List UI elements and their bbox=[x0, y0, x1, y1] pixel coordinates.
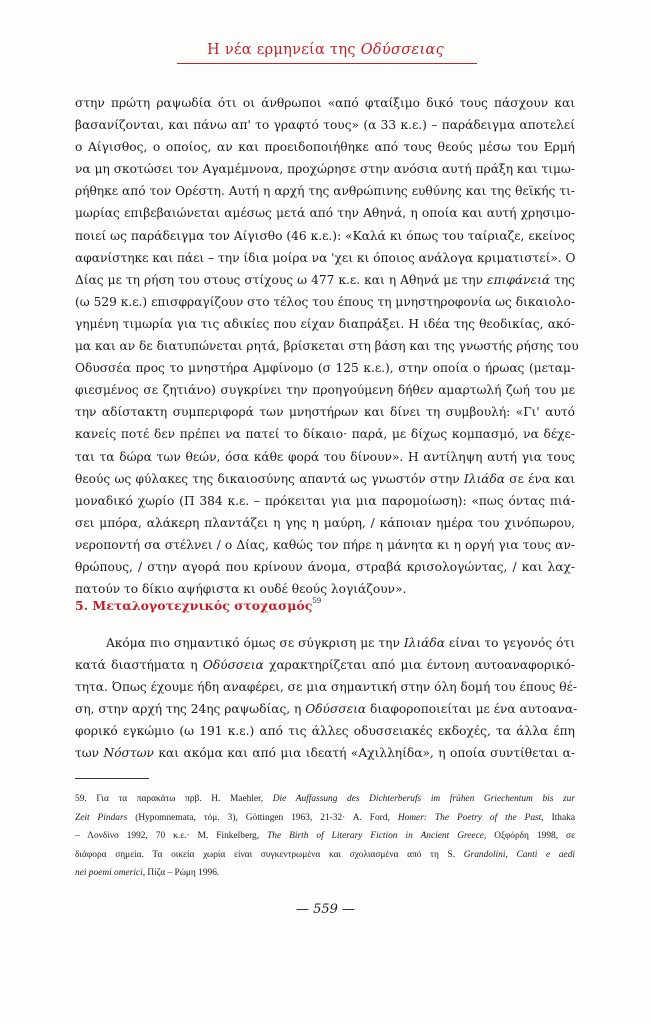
footnote-italic: Zeit Pindars bbox=[75, 812, 128, 823]
body-line bbox=[75, 654, 575, 676]
footnote-text: – Λονδίνο 1992, 70 κ.ε.· M. Finkelberg, bbox=[75, 831, 268, 841]
body-line-text: θεούς ως φύλακες της δικαιοσύνης απαντά ως γνωστόν στην bbox=[75, 471, 464, 486]
body-line: βασανίζονται, και πάνω απ' το γραφτό τους» (α 33 κ.ε.) – παράδειγμα αποτελεί bbox=[75, 118, 575, 133]
italic-word: επιφάνειά bbox=[487, 272, 551, 287]
footnote-text: , Πίζα – Ρώμη 1996. bbox=[142, 868, 220, 878]
footnote-ref: 59 bbox=[312, 597, 322, 605]
footnote-text: διάφορα σημεία. Τα οικεία χωρία είναι συγκεντρωμένα και σχολιασμένα από τη S. bbox=[75, 849, 464, 860]
body-line: (ω 529 κ.ε.) επισφραγίζουν στο τέλος του έπους τη μνηστηροφονία ως δικαιολο- bbox=[75, 294, 575, 309]
section-heading bbox=[75, 597, 321, 613]
footnote-line bbox=[75, 846, 575, 865]
body-line-text: Δίας με τη ρήση του στους στίχους ω 477 κ.ε. και η Αθηνά με την bbox=[75, 272, 488, 287]
footnote-text: (Hypomnemata, τόμ. 3), Göttingen 1963, 21-32· A. Ford, bbox=[127, 812, 398, 823]
body-line bbox=[75, 742, 575, 764]
body-line bbox=[75, 468, 575, 490]
body-line: να μη σκοτώσει τον Αγαμέμνονα, προχώρησε στην ανόσια αυτή πράξη και τιμω- bbox=[75, 162, 575, 177]
section-paragraph bbox=[75, 632, 578, 765]
body-line-text: χαρακτηρίζεται από μια έντονη αυτοαναφορικό- bbox=[263, 658, 575, 673]
footnote-text: , Οξφόρδη 1998, σε bbox=[483, 831, 576, 841]
body-line-text: και ακόμα και από μια ιδεατή «Αχιλληίδα», η οποία συντίθεται α- bbox=[153, 746, 575, 761]
italic-word: Οδύσσεια bbox=[202, 658, 264, 673]
body-line: φορικό εγκώμιο (ω 191 κ.ε.) από τις άλλες οδυσσειακές εκδοχές, τα άλλα έπη bbox=[75, 724, 575, 739]
page-number: — 559 — bbox=[295, 902, 356, 917]
body-line-text: σε ένα και bbox=[505, 471, 575, 486]
running-head-italic: Οδύσσειας bbox=[360, 42, 444, 58]
body-line: μα και αν δε διατυπώνεται ρητά, βρίσκεται στη βάση και της γνωστής ρήσης του bbox=[75, 339, 579, 354]
footnote-italic: Grandolini, Canti e aedi bbox=[463, 849, 575, 860]
body-line: τητα. Όπως έχουμε ήδη αναφέρει, σε μια σημαντική στην όλη δομή του έπους θέ- bbox=[75, 680, 578, 695]
body-line: ποιεί ως παράδειγμα τον Αίγισθο (46 κ.ε.): «Καλά κι όπως του ταίριαζε, εκείνος bbox=[75, 228, 575, 243]
running-head-rule bbox=[177, 63, 477, 64]
body-line: γημένη τιμωρία για τις αδικίες που είχαν διαπράξει. Η ιδέα της θεοδικίας, ακό- bbox=[75, 316, 575, 331]
body-line: μωρίας επιβεβαιώνεται αμέσως μετά από την Αθηνά, η οποία και αυτή χρησιμο- bbox=[75, 206, 575, 221]
footnote bbox=[75, 790, 575, 883]
body-line-text: διαφοροποιείται με ένα αυτοανα- bbox=[366, 702, 578, 717]
body-line: ται τα δώρα των θεών, όσα κάθε φορά του δίνουν». Η αντίληψη αυτή για τους bbox=[75, 449, 575, 464]
body-line-text: της bbox=[550, 272, 575, 287]
footnote-italic: The Birth of Literary Fiction in Ancient Greece bbox=[267, 831, 484, 841]
italic-word: Ιλιάδα bbox=[463, 471, 506, 486]
italic-word: Ιλιάδα bbox=[403, 636, 445, 650]
italic-word: Οδύσσεια bbox=[305, 702, 367, 717]
body-line: ρήθηκε από τον Ορέστη. Αυτή η αρχή της ανθρώπινης ευθύνης και της θεϊκής τι- bbox=[75, 184, 575, 199]
italic-word: Νόστων bbox=[103, 746, 154, 761]
body-line: την αδίστακτη συμπεριφορά των μνηστήρων και δίνει τη συμβουλή: «Γι' αυτό bbox=[75, 405, 575, 420]
footnote-line bbox=[75, 864, 575, 883]
body-line-text: κατά διαστήματα η bbox=[75, 658, 203, 673]
body-line: πατούν το δίκιο αψήφιστα κι ουδέ θεούς λογιάζουν». bbox=[75, 582, 407, 597]
body-line: νεροποντή σα στέλνει / ο Δίας, καθώς τον πήρε η μάνητα κι η οργή για τους αν- bbox=[75, 537, 575, 552]
footnote-italic: Die Auffassung des Dichterberufs im frühen Griechentum bis zur bbox=[272, 794, 575, 804]
body-paragraph bbox=[75, 92, 579, 600]
body-line: Οδυσσέα προς το μνηστήρα Αμφίνομο (σ 125 κ.ε.), στην οποία ο ήρωας (μεταμ- bbox=[75, 361, 575, 376]
body-line: σει μπόρα, αλάκερη πλαντάζει η γης η μαύρη, / κάποιαν ημέρα του χινόπωρου, bbox=[75, 515, 575, 530]
body-line-text: Ακόμα πιο σημαντικό όμως σε σύγκριση με την bbox=[106, 636, 404, 650]
body-line: μοναδικό χωρίο (Π 384 κ.ε. – πρόκειται για μια παρομοίωση): «πως όντας πιά- bbox=[75, 493, 575, 508]
footnote-text: 59. Για τα παρακάτω πρβ. H. Maehler, bbox=[75, 794, 273, 804]
body-line: φιεσμένος σε ζητιάνο) συγκρίνει την προηγούμενη δήθεν αμαρτωλή ζωή του με bbox=[75, 383, 575, 398]
body-line: ο Αίγισθος, ο οποίος, αν και προειδοποιήθηκε από τους θεούς μέσω του Ερμή bbox=[75, 140, 575, 155]
footnote-italic: nei poemi omerici bbox=[75, 868, 143, 878]
body-line: στην πρώτη ραψωδία ότι οι άνθρωποι «από φταίξιμο δικό τους πάσχουν και bbox=[75, 96, 575, 110]
footnote-line bbox=[75, 827, 575, 846]
running-head bbox=[0, 42, 651, 58]
body-line bbox=[75, 698, 578, 720]
footnote-line bbox=[75, 809, 575, 828]
body-line-text: των bbox=[75, 746, 104, 761]
body-line: αφανίστηκε και πάει – την ίδια μοίρα να 'χει κι όποιος ανάλογα κριματιστεί». Ο bbox=[75, 250, 576, 265]
footnote-line bbox=[75, 790, 575, 809]
body-line-text: είναι το γεγονός ότι bbox=[444, 636, 575, 650]
body-line-text: ση, στην αρχή της 24ης ραψωδίας, η bbox=[75, 702, 306, 717]
body-line: θρώπους, / στην αγορά που κρίνουν άνομα, στραβά κρισολογώντας, / και λαχ- bbox=[75, 559, 575, 574]
section-heading-text: 5. Μεταλογοτεχνικός στοχασμός bbox=[75, 598, 313, 613]
running-head-prefix: Η νέα ερμηνεία της bbox=[207, 42, 361, 58]
body-line bbox=[75, 269, 575, 291]
body-line bbox=[75, 632, 575, 654]
body-line: κανείς ποτέ δεν πρέπει να πατεί το δίκαιο· παρά, με δίχως κομπασμό, να δέχε- bbox=[75, 427, 575, 442]
footnote-italic: Homer: The Poetry of the Past bbox=[397, 812, 542, 823]
footnote-divider bbox=[75, 778, 149, 779]
footnote-text: , Ithaka bbox=[541, 812, 575, 823]
